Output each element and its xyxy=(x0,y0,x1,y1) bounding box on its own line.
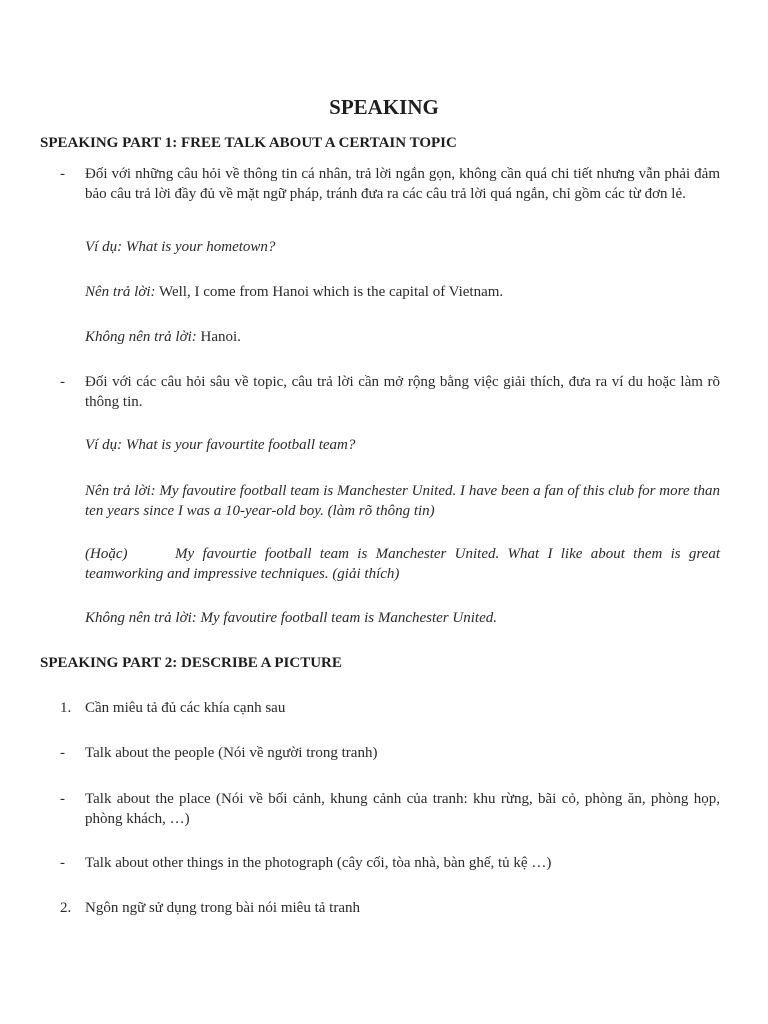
should-answer-2: Nên trả lời: My favoutire football team is Manchester United. I have been a fan of this club for more than ten years since I was a 10-year-old boy. (làm rõ thông tin) xyxy=(85,483,720,519)
should-not-answer-label: Không nên trả lời: xyxy=(85,329,197,345)
alternative-text: My favourtie football team is Manchester United. What I like about them is great teamworking and impressive techniques. (giải thích) xyxy=(85,546,720,582)
bullet-marker: - xyxy=(60,166,65,182)
should-answer-text: Well, I come from Hanoi which is the capital of Vietnam. xyxy=(155,284,504,300)
bullet-text: Talk about the place (Nói về bối cảnh, khung cảnh của tranh: khu rừng, bãi cỏ, phòng ăn, phòng họp, phòng khách, …) xyxy=(85,791,720,827)
part1-heading: SPEAKING PART 1: FREE TALK ABOUT A CERTAIN TOPIC xyxy=(40,135,457,151)
part1-bullet-deep-questions xyxy=(60,372,720,412)
should-answer-1 xyxy=(85,282,720,302)
part2-bullet-people xyxy=(60,743,720,763)
part2-bullet-other-things xyxy=(60,853,720,873)
numbered-marker: 2. xyxy=(60,900,72,916)
part1-bullet-personal-questions xyxy=(60,164,720,204)
part2-bullet-place xyxy=(60,789,720,829)
item-text: Ngôn ngữ sử dụng trong bài nói miêu tả tranh xyxy=(85,900,360,916)
should-not-answer-2: Không nên trả lời: My favoutire football team is Manchester United. xyxy=(85,610,497,626)
bullet-text: Đối với các câu hỏi sâu về topic, câu trả lời cần mở rộng bằng việc giải thích, đưa ra ví du hoặc làm rõ thông tin. xyxy=(85,374,720,410)
example-question-2: Ví dụ: What is your favourtite football team? xyxy=(85,437,356,453)
bullet-marker: - xyxy=(60,855,65,871)
bullet-marker: - xyxy=(60,745,65,761)
part2-item-2 xyxy=(60,898,720,918)
bullet-marker: - xyxy=(60,374,65,390)
item-text: Cần miêu tả đủ các khía cạnh sau xyxy=(85,700,286,716)
should-answer-label: Nên trả lời: xyxy=(85,284,156,300)
part2-heading: SPEAKING PART 2: DESCRIBE A PICTURE xyxy=(40,655,342,671)
bullet-text: Talk about the people (Nói về người trong tranh) xyxy=(85,745,378,761)
should-not-answer-1 xyxy=(85,327,720,347)
numbered-marker: 1. xyxy=(60,700,72,716)
alternative-answer xyxy=(85,544,720,584)
alternative-label: (Hoặc) xyxy=(85,546,128,562)
document-title: SPEAKING xyxy=(329,95,439,119)
bullet-text: Talk about other things in the photograph (cây cối, tòa nhà, bàn ghế, tủ kệ …) xyxy=(85,855,552,871)
bullet-marker: - xyxy=(60,791,65,807)
part2-item-1 xyxy=(60,698,720,718)
should-not-answer-text: Hanoi. xyxy=(196,329,241,345)
example-question-1: Ví dụ: What is your hometown? xyxy=(85,239,276,255)
bullet-text: Đối với những câu hỏi về thông tin cá nhân, trả lời ngắn gọn, không cần quá chi tiết nhưng vẫn phải đảm bảo câu trả lời đầy đủ về mặt ngữ pháp, tránh đưa ra các câu trả lời quá ngắn, chỉ gồm các từ đơn lẻ. xyxy=(85,166,720,202)
